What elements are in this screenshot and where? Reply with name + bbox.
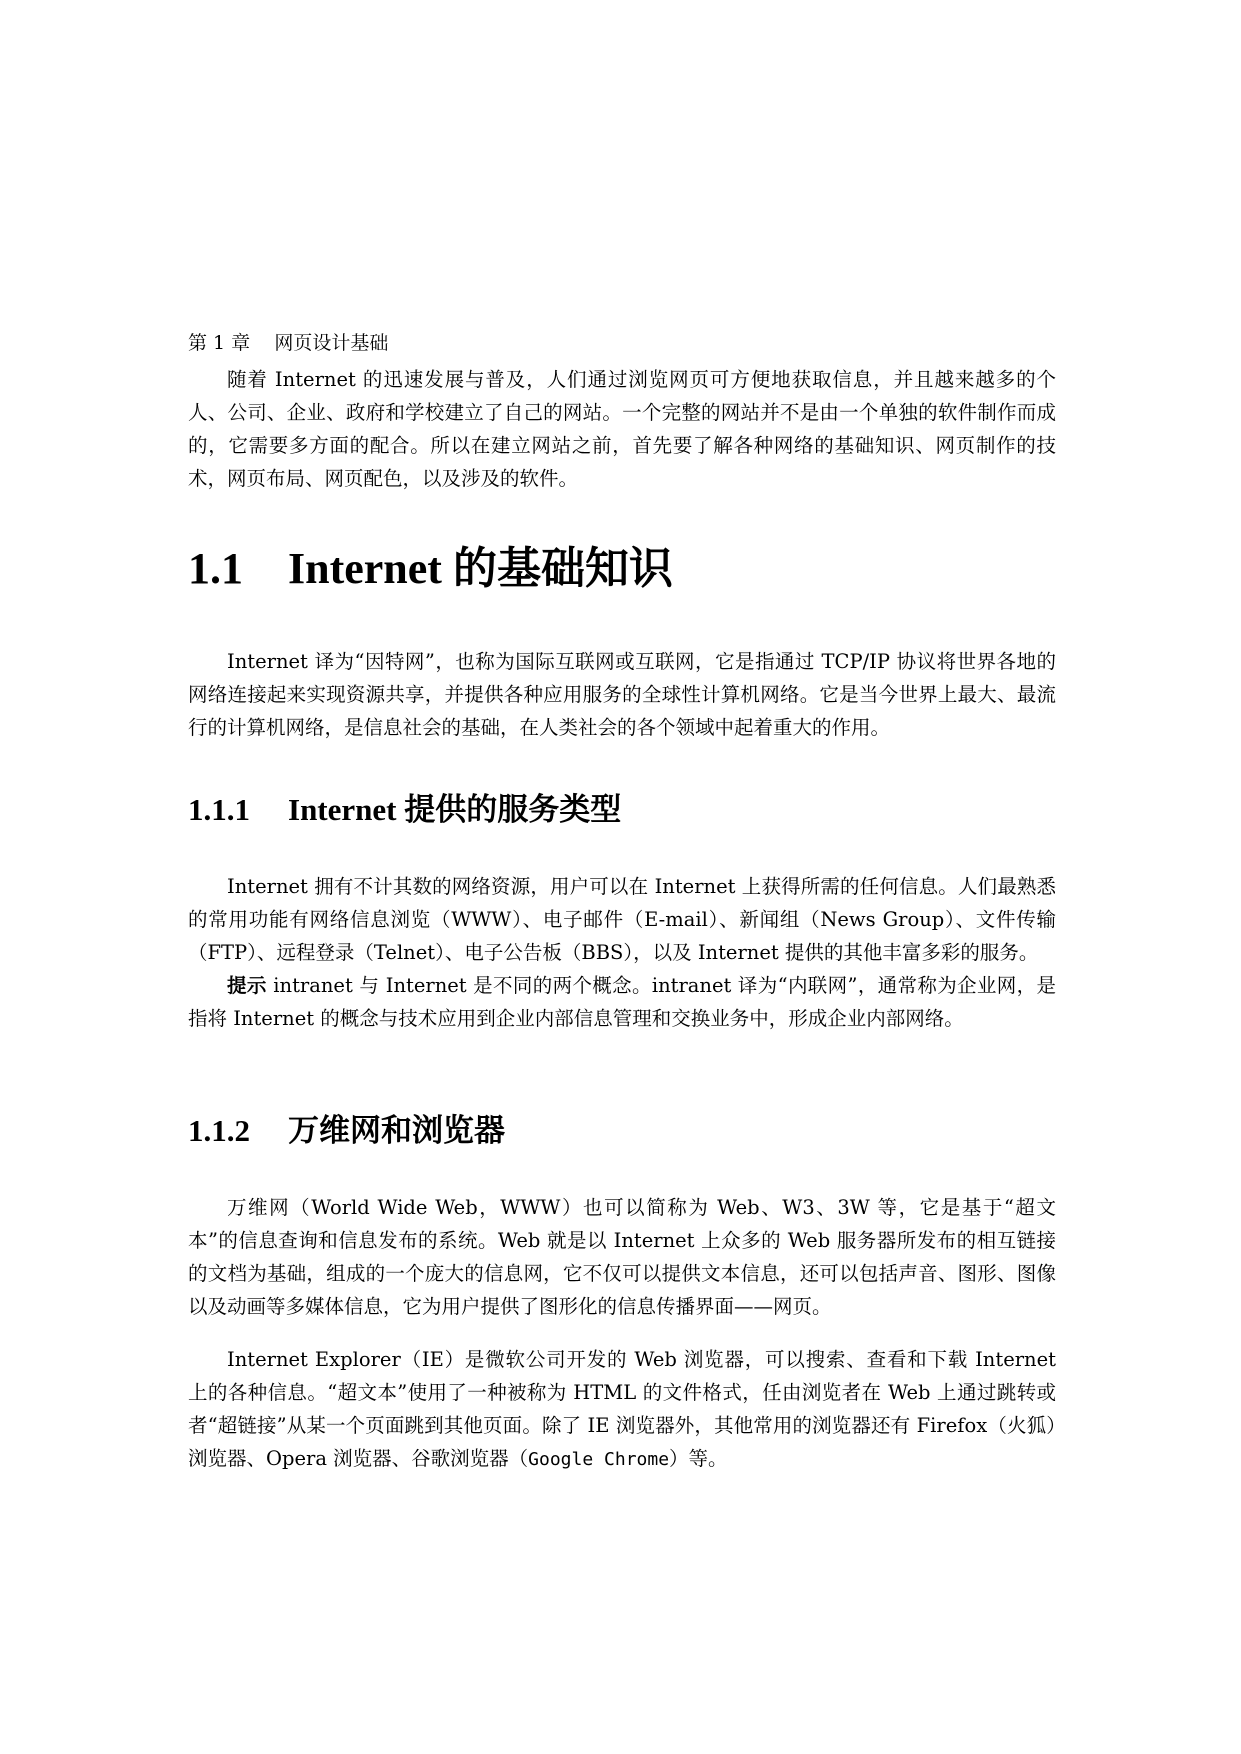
subsection-number: 1.1.2	[188, 1113, 250, 1148]
tip-text: intranet 与 Internet 是不同的两个概念。intranet 译为“内联网”，通常称为企业网，是指将 Internet 的概念与技术应用到企业内部信息管理和交换业务中，形成企业内部网络。	[188, 974, 1056, 1030]
section-1-1-2-paragraph-2	[188, 1343, 1056, 1476]
section-number: 1.1	[188, 544, 243, 593]
paragraph-text: Internet Explorer（IE）是微软公司开发的 Web 浏览器，可以搜索、查看和下载 Internet 上的各种信息。“超文本”使用了一种被称为 HTML 的文件格式，任由浏览者在 Web 上通过跳转或者“超链接”从某一个页面跳到其他页面。除了 IE 浏览器外，其他常用的浏览器还有 Firefox（火狐）浏览器、Opera 浏览器、谷歌浏览器（	[188, 1348, 1056, 1470]
subsection-number: 1.1.1	[188, 792, 250, 827]
section-1-1-paragraph: Internet 译为“因特网”，也称为国际互联网或互联网，它是指通过 TCP/IP 协议将世界各地的网络连接起来实现资源共享，并提供各种应用服务的全球性计算机网络。它是当今世界上最大、最流行的计算机网络，是信息社会的基础，在人类社会的各个领域中起着重大的作用。	[188, 650, 1056, 739]
spacer	[188, 1035, 1056, 1065]
section-1-1-2-paragraph-1: 万维网（World Wide Web，WWW）也可以简称为 Web、W3、3W 等，它是基于“超文本”的信息查询和信息发布的系统。Web 就是以 Internet 上众多的 Web 服务器所发布的相互链接的文档为基础，组成的一个庞大的信息网，它不仅可以提供文本信息，还可以包括声音、图形、图像以及动画等多媒体信息，它为用户提供了图形化的信息传播界面——网页。	[188, 1196, 1056, 1318]
page-content	[188, 330, 1056, 1476]
subsection-title: Internet 提供的服务类型	[288, 792, 622, 827]
browser-name-mono: Google Chrome	[528, 1449, 670, 1470]
paragraph-text-end: ）等。	[669, 1447, 728, 1470]
spacer	[188, 1323, 1056, 1343]
subsection-title: 万维网和浏览器	[288, 1113, 505, 1148]
section-heading-1-1-2	[188, 1111, 1056, 1151]
section-heading-1-1	[188, 541, 1056, 597]
section-1-1-1-paragraph: Internet 拥有不计其数的网络资源，用户可以在 Internet 上获得所需的任何信息。人们最熟悉的常用功能有网络信息浏览（WWW）、电子邮件（E-mail）、新闻组（News Group）、文件传输（FTP）、远程登录（Telnet）、电子公告板（BBS），以及 Internet 提供的其他丰富多彩的服务。	[188, 875, 1056, 964]
section-heading-1-1-1	[188, 790, 1056, 830]
intro-paragraph: 随着 Internet 的迅速发展与普及，人们通过浏览网页可方便地获取信息，并且越来越多的个人、公司、企业、政府和学校建立了自己的网站。一个完整的网站并不是由一个单独的软件制作而成的，它需要多方面的配合。所以在建立网站之前，首先要了解各种网络的基础知识、网页制作的技术，网页布局、网页配色，以及涉及的软件。	[188, 368, 1056, 490]
tip-paragraph	[188, 969, 1056, 1035]
section-title: Internet 的基础知识	[288, 544, 673, 593]
tip-label: 提示	[227, 974, 267, 997]
chapter-title: 第 1 章 网页设计基础	[188, 332, 389, 354]
